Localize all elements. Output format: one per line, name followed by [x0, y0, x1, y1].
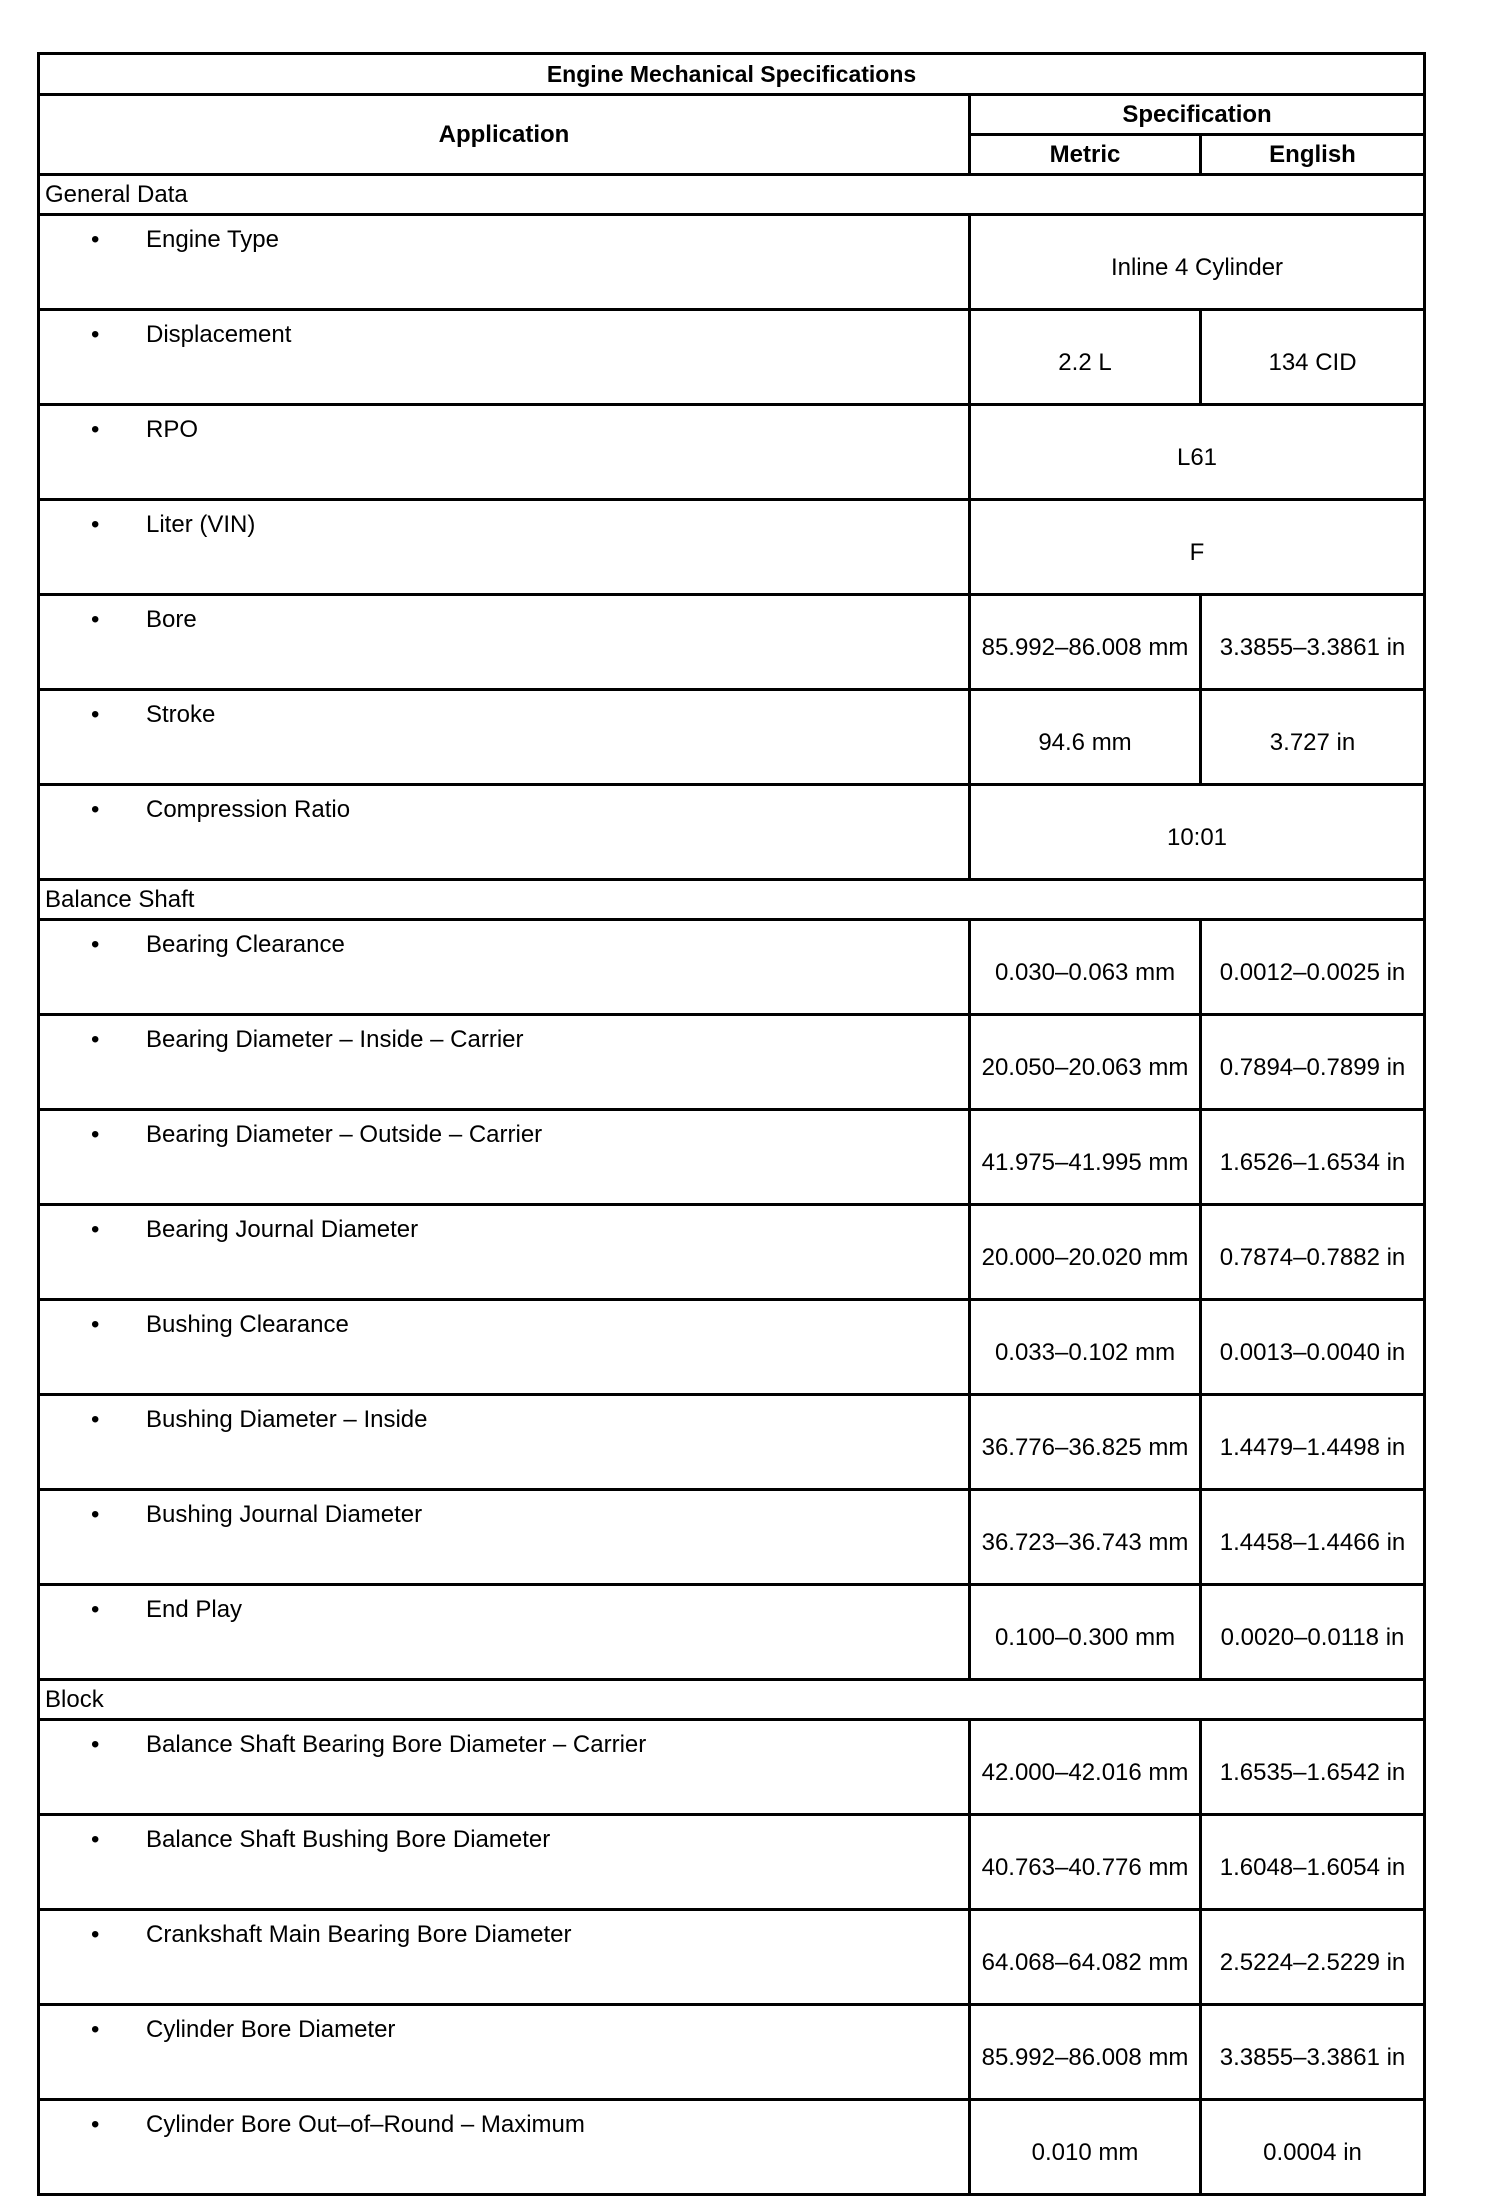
- metric-value: 94.6 mm: [970, 690, 1201, 785]
- item-label: Bearing Clearance: [146, 931, 345, 958]
- bullet-icon: •: [91, 1121, 100, 1148]
- item-label: Bearing Journal Diameter: [146, 1216, 419, 1243]
- table-title: Engine Mechanical Specifications: [39, 54, 1425, 95]
- item-label: Displacement: [146, 321, 292, 348]
- metric-header: Metric: [970, 135, 1201, 175]
- bullet-icon: •: [91, 1826, 100, 1853]
- bullet-icon: •: [91, 1311, 100, 1338]
- table-row: [39, 405, 1425, 500]
- item-label: Bushing Clearance: [146, 1311, 349, 1338]
- metric-value: 40.763–40.776 mm: [970, 1815, 1201, 1910]
- metric-value: 0.030–0.063 mm: [970, 920, 1201, 1015]
- bullet-icon: •: [91, 931, 100, 958]
- bullet-icon: •: [91, 511, 100, 538]
- item-label: Bearing Diameter – Inside – Carrier: [146, 1026, 524, 1053]
- item-label: Compression Ratio: [146, 796, 351, 823]
- application-cell: [39, 1015, 970, 1110]
- table-row: [39, 595, 1425, 690]
- application-cell: [39, 310, 970, 405]
- application-header: Application: [39, 95, 970, 175]
- application-cell: [39, 1815, 970, 1910]
- combined-value: L61: [970, 405, 1425, 500]
- spec-body: [39, 175, 1425, 2195]
- metric-value: 0.033–0.102 mm: [970, 1300, 1201, 1395]
- spec-table: [37, 52, 1426, 2196]
- table-row: [39, 500, 1425, 595]
- table-row: [39, 1110, 1425, 1205]
- english-header: English: [1201, 135, 1425, 175]
- metric-value: 41.975–41.995 mm: [970, 1110, 1201, 1205]
- bullet-icon: •: [91, 416, 100, 443]
- metric-value: 20.050–20.063 mm: [970, 1015, 1201, 1110]
- table-row: [39, 1300, 1425, 1395]
- english-value: 0.0013–0.0040 in: [1201, 1300, 1425, 1395]
- item-label: End Play: [146, 1596, 243, 1623]
- table-row: [39, 1490, 1425, 1585]
- bullet-icon: •: [91, 226, 100, 253]
- bullet-icon: •: [91, 1216, 100, 1243]
- combined-value: Inline 4 Cylinder: [970, 215, 1425, 310]
- application-cell: [39, 1490, 970, 1585]
- item-label: RPO: [146, 416, 199, 443]
- application-cell: [39, 920, 970, 1015]
- table-row: [39, 1910, 1425, 2005]
- item-label: Balance Shaft Bearing Bore Diameter – Carrier: [146, 1731, 647, 1758]
- section-row: [39, 175, 1425, 215]
- item-label: Crankshaft Main Bearing Bore Diameter: [146, 1921, 572, 1948]
- metric-value: 42.000–42.016 mm: [970, 1720, 1201, 1815]
- metric-value: 36.723–36.743 mm: [970, 1490, 1201, 1585]
- application-cell: [39, 1720, 970, 1815]
- section-row: [39, 880, 1425, 920]
- table-row: [39, 690, 1425, 785]
- table-row: [39, 1395, 1425, 1490]
- table-row: [39, 1205, 1425, 1300]
- application-cell: [39, 1910, 970, 2005]
- bullet-icon: •: [91, 1406, 100, 1433]
- bullet-icon: •: [91, 1501, 100, 1528]
- application-cell: [39, 1205, 970, 1300]
- specification-header: Specification: [970, 95, 1425, 135]
- application-cell: [39, 595, 970, 690]
- section-title: Block: [39, 1680, 1425, 1720]
- table-row: [39, 1720, 1425, 1815]
- item-label: Cylinder Bore Out–of–Round – Maximum: [146, 2111, 585, 2138]
- english-value: 0.7894–0.7899 in: [1201, 1015, 1425, 1110]
- english-value: 0.0020–0.0118 in: [1201, 1585, 1425, 1680]
- metric-value: 0.100–0.300 mm: [970, 1585, 1201, 1680]
- table-row: [39, 1815, 1425, 1910]
- combined-value: F: [970, 500, 1425, 595]
- english-value: 0.0012–0.0025 in: [1201, 920, 1425, 1015]
- table-row: [39, 1015, 1425, 1110]
- bullet-icon: •: [91, 2016, 100, 2043]
- table-row: [39, 785, 1425, 880]
- table-row: [39, 2100, 1425, 2195]
- bullet-icon: •: [91, 1596, 100, 1623]
- application-cell: [39, 690, 970, 785]
- english-value: 1.6535–1.6542 in: [1201, 1720, 1425, 1815]
- application-cell: [39, 1585, 970, 1680]
- application-cell: [39, 2005, 970, 2100]
- item-label: Liter (VIN): [146, 511, 256, 538]
- table-row: [39, 215, 1425, 310]
- english-value: 0.0004 in: [1201, 2100, 1425, 2195]
- application-cell: [39, 405, 970, 500]
- application-cell: [39, 785, 970, 880]
- bullet-icon: •: [91, 1026, 100, 1053]
- english-value: 0.7874–0.7882 in: [1201, 1205, 1425, 1300]
- application-cell: [39, 1300, 970, 1395]
- table-row: [39, 1585, 1425, 1680]
- application-cell: [39, 500, 970, 595]
- application-cell: [39, 215, 970, 310]
- item-label: Engine Type: [146, 226, 279, 253]
- application-cell: [39, 2100, 970, 2195]
- section-title: General Data: [39, 175, 1425, 215]
- bullet-icon: •: [91, 701, 100, 728]
- item-label: Bushing Diameter – Inside: [146, 1406, 428, 1433]
- item-label: Bushing Journal Diameter: [146, 1501, 423, 1528]
- english-value: 2.5224–2.5229 in: [1201, 1910, 1425, 2005]
- english-value: 1.4479–1.4498 in: [1201, 1395, 1425, 1490]
- bullet-icon: •: [91, 796, 100, 823]
- metric-value: 85.992–86.008 mm: [970, 2005, 1201, 2100]
- metric-value: 2.2 L: [970, 310, 1201, 405]
- application-cell: [39, 1110, 970, 1205]
- metric-value: 20.000–20.020 mm: [970, 1205, 1201, 1300]
- metric-value: 36.776–36.825 mm: [970, 1395, 1201, 1490]
- item-label: Cylinder Bore Diameter: [146, 2016, 396, 2043]
- metric-value: 0.010 mm: [970, 2100, 1201, 2195]
- english-value: 1.4458–1.4466 in: [1201, 1490, 1425, 1585]
- table-row: [39, 310, 1425, 405]
- metric-value: 64.068–64.082 mm: [970, 1910, 1201, 2005]
- english-value: 134 CID: [1201, 310, 1425, 405]
- metric-value: 85.992–86.008 mm: [970, 595, 1201, 690]
- bullet-icon: •: [91, 2111, 100, 2138]
- english-value: 1.6048–1.6054 in: [1201, 1815, 1425, 1910]
- english-value: 1.6526–1.6534 in: [1201, 1110, 1425, 1205]
- item-label: Bore: [146, 606, 197, 633]
- bullet-icon: •: [91, 321, 100, 348]
- item-label: Bearing Diameter – Outside – Carrier: [146, 1121, 543, 1148]
- table-row: [39, 2005, 1425, 2100]
- english-value: 3.3855–3.3861 in: [1201, 595, 1425, 690]
- bullet-icon: •: [91, 606, 100, 633]
- section-row: [39, 1680, 1425, 1720]
- bullet-icon: •: [91, 1731, 100, 1758]
- section-title: Balance Shaft: [39, 880, 1425, 920]
- english-value: 3.727 in: [1201, 690, 1425, 785]
- application-cell: [39, 1395, 970, 1490]
- english-value: 3.3855–3.3861 in: [1201, 2005, 1425, 2100]
- item-label: Stroke: [146, 701, 216, 728]
- bullet-icon: •: [91, 1921, 100, 1948]
- combined-value: 10:01: [970, 785, 1425, 880]
- table-row: [39, 920, 1425, 1015]
- item-label: Balance Shaft Bushing Bore Diameter: [146, 1826, 551, 1853]
